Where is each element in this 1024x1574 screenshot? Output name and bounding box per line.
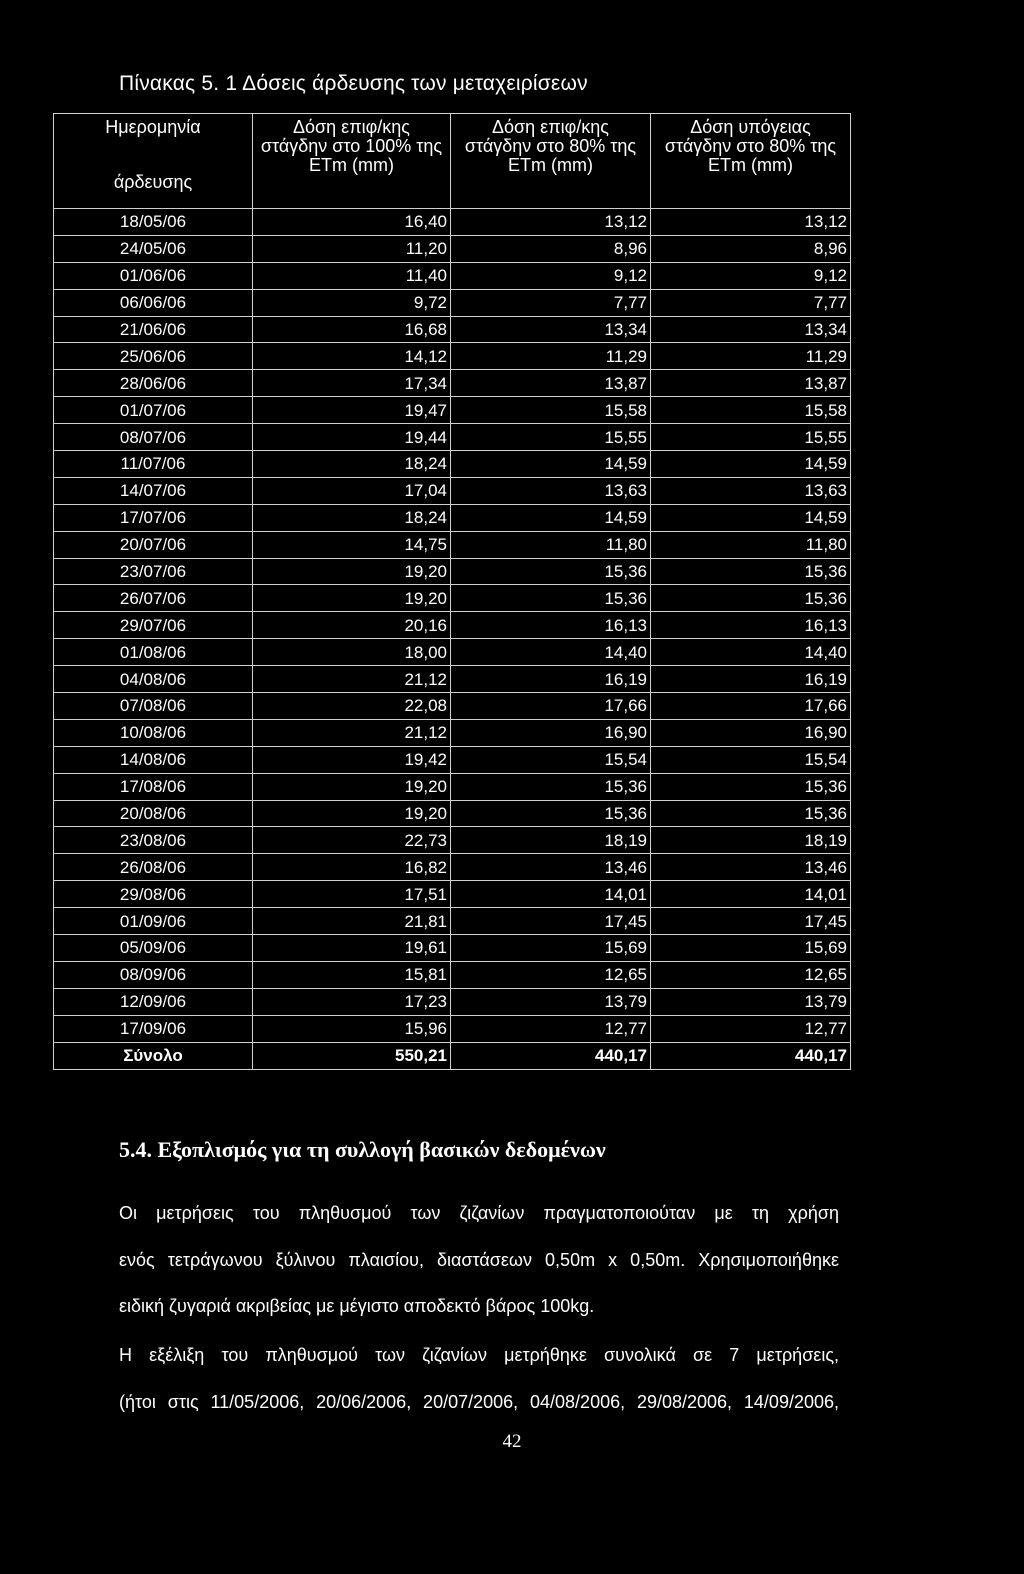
date-cell: 20/08/06 [54,800,253,827]
dose-cell: 15,69 [651,935,851,962]
dose-cell: 12,77 [451,1015,651,1042]
table-row [54,666,851,693]
table-row [54,961,851,988]
dose-cell: 13,46 [651,854,851,881]
table-row [54,235,851,262]
dose-cell: 16,68 [253,316,451,343]
dose-cell: 14,40 [451,639,651,666]
dose-cell: 16,82 [253,854,451,881]
dose-cell: 14,59 [451,504,651,531]
table-row [54,908,851,935]
page-number: 42 [502,1431,522,1452]
dose-cell: 8,96 [651,235,851,262]
date-cell: 14/08/06 [54,746,253,773]
date-cell: 14/07/06 [54,477,253,504]
dose-cell: 19,44 [253,424,451,451]
table-row [54,1015,851,1042]
dose-cell: 12,77 [651,1015,851,1042]
dose-cell: 17,04 [253,477,451,504]
dose-cell: 15,36 [651,585,851,612]
dose-cell: 17,66 [451,693,651,720]
date-cell: 05/09/06 [54,935,253,962]
dose-cell: 21,81 [253,908,451,935]
total-label: Σύνολο [54,1042,253,1069]
table-row [54,612,851,639]
dose-cell: 22,73 [253,827,451,854]
table-row [54,477,851,504]
table-row [54,585,851,612]
date-cell: 21/06/06 [54,316,253,343]
dose-cell: 13,12 [651,209,851,236]
dose-cell: 15,36 [451,558,651,585]
header-date-line1: Ημερομηνία [105,117,201,137]
date-cell: 17/08/06 [54,773,253,800]
table-row [54,988,851,1015]
table-row [54,827,851,854]
dose-cell: 7,77 [651,289,851,316]
dose-cell: 20,16 [253,612,451,639]
dose-cell: 17,51 [253,881,451,908]
dose-cell: 16,40 [253,209,451,236]
table-row [54,209,851,236]
dose-cell: 15,54 [651,746,851,773]
dose-cell: 14,75 [253,531,451,558]
dose-cell: 15,96 [253,1015,451,1042]
dose-cell: 19,20 [253,773,451,800]
dose-cell: 13,79 [651,988,851,1015]
date-cell: 08/07/06 [54,424,253,451]
dose-cell: 15,36 [451,773,651,800]
total-value: 440,17 [451,1042,651,1069]
irrigation-dose-table [53,113,851,1070]
dose-cell: 16,13 [651,612,851,639]
dose-cell: 11,29 [451,343,651,370]
table-header-row [54,114,851,209]
dose-cell: 14,59 [651,451,851,478]
dose-cell: 13,63 [651,477,851,504]
dose-cell: 15,36 [651,558,851,585]
total-value: 550,21 [253,1042,451,1069]
dose-cell: 19,61 [253,935,451,962]
table-row [54,504,851,531]
header-date [54,114,253,209]
table-row [54,316,851,343]
dose-cell: 13,87 [651,370,851,397]
dose-cell: 15,58 [651,397,851,424]
dose-cell: 15,69 [451,935,651,962]
header-surface-80: Δόση επιφ/κης στάγδην στο 80% της ETm (mm) [451,114,651,209]
date-cell: 01/08/06 [54,639,253,666]
total-value: 440,17 [651,1042,851,1069]
dose-cell: 16,90 [651,719,851,746]
dose-cell: 18,24 [253,451,451,478]
date-cell: 26/07/06 [54,585,253,612]
dose-cell: 15,55 [451,424,651,451]
dose-cell: 15,54 [451,746,651,773]
table-row [54,343,851,370]
date-cell: 01/09/06 [54,908,253,935]
dose-cell: 13,34 [651,316,851,343]
table-row [54,800,851,827]
table-row [54,451,851,478]
dose-cell: 13,79 [451,988,651,1015]
dose-cell: 9,72 [253,289,451,316]
dose-cell: 15,55 [651,424,851,451]
dose-cell: 17,34 [253,370,451,397]
dose-cell: 12,65 [451,961,651,988]
date-cell: 28/06/06 [54,370,253,397]
table-total-row [54,1042,851,1069]
dose-cell: 18,24 [253,504,451,531]
date-cell: 01/06/06 [54,262,253,289]
date-cell: 23/08/06 [54,827,253,854]
dose-cell: 8,96 [451,235,651,262]
table-row [54,289,851,316]
dose-cell: 18,00 [253,639,451,666]
dose-cell: 17,23 [253,988,451,1015]
dose-cell: 14,40 [651,639,851,666]
dose-cell: 19,20 [253,800,451,827]
dose-cell: 21,12 [253,719,451,746]
table-row [54,370,851,397]
dose-cell: 15,81 [253,961,451,988]
dose-cell: 19,42 [253,746,451,773]
section-heading: 5.4. Εξοπλισμός για τη συλλογή βασικών δεδομένων [119,1137,606,1162]
dose-cell: 15,36 [651,800,851,827]
dose-cell: 13,34 [451,316,651,343]
table-caption: Πίνακας 5. 1 Δόσεις άρδευσης των μεταχειρίσεων [119,72,588,95]
dose-cell: 12,65 [651,961,851,988]
dose-cell: 17,45 [451,908,651,935]
dose-cell: 21,12 [253,666,451,693]
dose-cell: 13,63 [451,477,651,504]
table-row [54,397,851,424]
dose-cell: 11,40 [253,262,451,289]
dose-cell: 18,19 [451,827,651,854]
dose-cell: 17,66 [651,693,851,720]
paragraph-line-2: ενός τετράγωνου ξύλινου πλαισίου, διαστάσεων 0,50m x 0,50m. Χρησιμοποιήθηκε [119,1250,839,1270]
dose-cell: 16,13 [451,612,651,639]
dose-cell: 14,59 [451,451,651,478]
date-cell: 10/08/06 [54,719,253,746]
table-row [54,531,851,558]
table-row [54,854,851,881]
table-row [54,773,851,800]
dose-cell: 9,12 [451,262,651,289]
table-row [54,881,851,908]
dose-cell: 15,58 [451,397,651,424]
table-row [54,424,851,451]
paragraph-line-3: ειδική ζυγαριά ακριβείας με μέγιστο αποδεκτό βάρος 100kg. [119,1296,595,1316]
date-cell: 11/07/06 [54,451,253,478]
date-cell: 20/07/06 [54,531,253,558]
dose-cell: 11,80 [451,531,651,558]
table-row [54,262,851,289]
dose-cell: 18,19 [651,827,851,854]
date-cell: 17/07/06 [54,504,253,531]
dose-cell: 16,19 [451,666,651,693]
header-date-line2: άρδευσης [113,172,193,192]
dose-cell: 11,29 [651,343,851,370]
dose-cell: 14,59 [651,504,851,531]
date-cell: 17/09/06 [54,1015,253,1042]
dose-cell: 11,80 [651,531,851,558]
date-cell: 12/09/06 [54,988,253,1015]
table-row [54,693,851,720]
dose-cell: 16,19 [651,666,851,693]
dose-cell: 13,46 [451,854,651,881]
date-cell: 24/05/06 [54,235,253,262]
date-cell: 07/08/06 [54,693,253,720]
dose-cell: 14,01 [651,881,851,908]
table-row [54,719,851,746]
table-row [54,558,851,585]
dose-cell: 14,12 [253,343,451,370]
dose-cell: 13,87 [451,370,651,397]
dose-cell: 14,01 [451,881,651,908]
table-row [54,746,851,773]
dose-cell: 22,08 [253,693,451,720]
dose-cell: 17,45 [651,908,851,935]
dose-cell: 9,12 [651,262,851,289]
paragraph-line-4: Η εξέλιξη του πληθυσμού των ζιζανίων μετρήθηκε συνολικά σε 7 μετρήσεις, [119,1345,839,1365]
dose-cell: 15,36 [451,585,651,612]
header-surface-100: Δόση επιφ/κης στάγδην στο 100% της ETm (mm) [253,114,451,209]
date-cell: 26/08/06 [54,854,253,881]
paragraph-line-1: Οι μετρήσεις του πληθυσμού των ζιζανίων πραγματοποιούταν με τη χρήση [119,1203,839,1223]
date-cell: 18/05/06 [54,209,253,236]
dose-cell: 15,36 [451,800,651,827]
dose-cell: 19,47 [253,397,451,424]
table-row [54,935,851,962]
date-cell: 23/07/06 [54,558,253,585]
dose-cell: 7,77 [451,289,651,316]
dose-cell: 11,20 [253,235,451,262]
date-cell: 08/09/06 [54,961,253,988]
date-cell: 06/06/06 [54,289,253,316]
dose-cell: 13,12 [451,209,651,236]
date-cell: 29/08/06 [54,881,253,908]
table-row [54,639,851,666]
date-cell: 25/06/06 [54,343,253,370]
paragraph-line-5: (ήτοι στις 11/05/2006, 20/06/2006, 20/07/2006, 04/08/2006, 29/08/2006, 14/09/2006, [119,1392,839,1412]
dose-cell: 19,20 [253,558,451,585]
date-cell: 29/07/06 [54,612,253,639]
dose-cell: 16,90 [451,719,651,746]
dose-cell: 19,20 [253,585,451,612]
date-cell: 01/07/06 [54,397,253,424]
header-subsurface-80: Δόση υπόγειας στάγδην στο 80% της ETm (mm) [651,114,851,209]
dose-cell: 15,36 [651,773,851,800]
date-cell: 04/08/06 [54,666,253,693]
